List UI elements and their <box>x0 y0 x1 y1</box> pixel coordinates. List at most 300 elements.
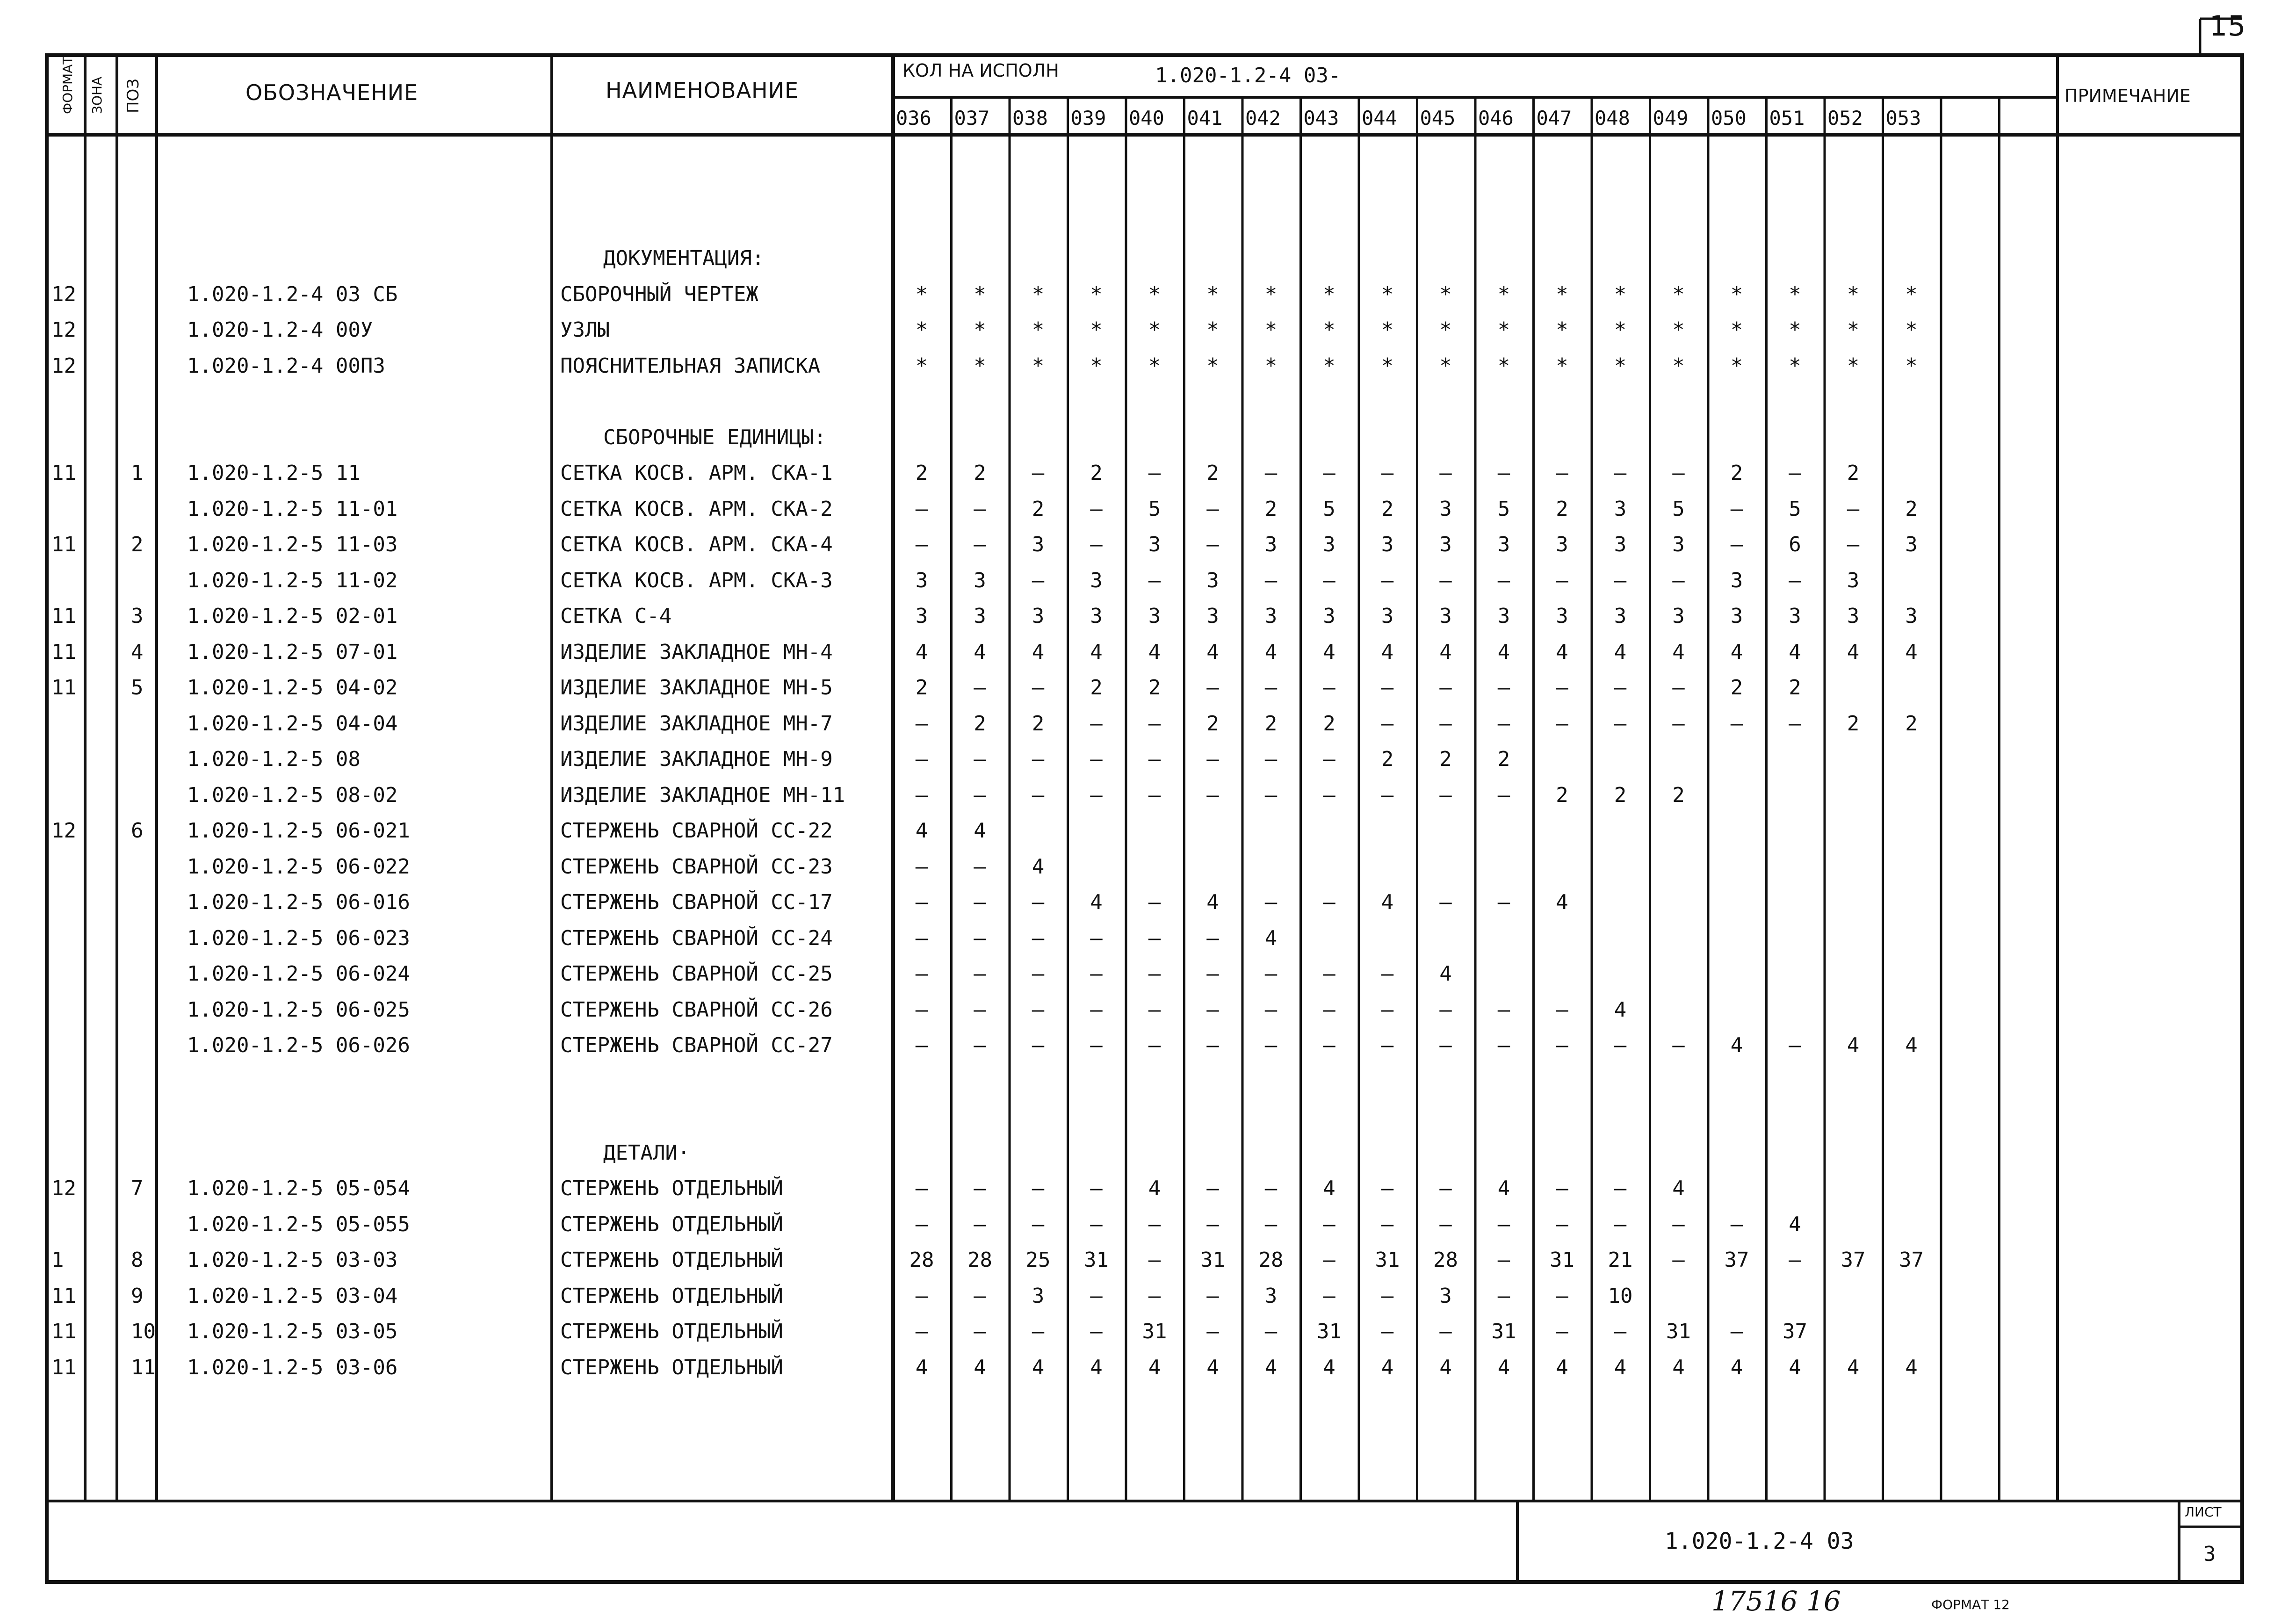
qty-cell-040: – <box>1148 711 1161 736</box>
qty-cell-042: – <box>1264 461 1278 485</box>
qty-cell-048: 21 <box>1608 1248 1633 1272</box>
qty-cell-051: – <box>1789 461 1801 485</box>
qty-cell-046: * <box>1497 354 1510 378</box>
qty-cell-050: – <box>1730 497 1743 521</box>
qty-cell-038: 3 <box>1032 604 1045 628</box>
qty-cell-041: – <box>1206 962 1219 986</box>
row-format: 12 <box>51 282 76 306</box>
qty-cell-047: – <box>1556 1320 1568 1343</box>
qty-cell-044: 2 <box>1381 747 1394 771</box>
row-designation: 1.020-1.2-5 05-055 <box>187 1212 410 1236</box>
qty-cell-040: 4 <box>1148 1176 1161 1200</box>
row-designation: 1.020-1.2-5 03-06 <box>187 1355 398 1379</box>
qty-cell-053: 3 <box>1905 604 1918 628</box>
qty-cell-044: – <box>1381 1033 1394 1057</box>
qty-cell-044: – <box>1381 783 1394 807</box>
qty-cell-047: 31 <box>1550 1248 1574 1272</box>
qty-cell-039: * <box>1090 318 1103 342</box>
qty-cell-051: * <box>1789 354 1801 378</box>
qty-cell-038: * <box>1032 282 1045 306</box>
qty-cell-049: 3 <box>1672 604 1685 628</box>
qty-cell-051: – <box>1789 1248 1801 1272</box>
qty-cell-049: * <box>1672 282 1685 306</box>
qty-cell-049: – <box>1672 676 1685 700</box>
qty-cell-045: 4 <box>1439 1355 1452 1379</box>
qty-cell-051: – <box>1789 711 1801 736</box>
qty-cell-042: 3 <box>1264 1284 1278 1308</box>
variant-header-047: 047 <box>1536 107 1572 130</box>
qty-cell-051: 4 <box>1789 1212 1801 1236</box>
qty-cell-049: 3 <box>1672 533 1685 556</box>
qty-cell-049: 5 <box>1672 497 1685 521</box>
variant-header-052: 052 <box>1827 107 1863 130</box>
qty-cell-041: 2 <box>1206 711 1219 736</box>
header-note: ПРИМЕЧАНИЕ <box>2064 86 2191 106</box>
qty-cell-047: 4 <box>1556 1355 1568 1379</box>
qty-cell-041: – <box>1206 1320 1219 1343</box>
qty-cell-044: 4 <box>1381 1355 1394 1379</box>
qty-cell-045: – <box>1439 568 1452 592</box>
qty-cell-038: 25 <box>1025 1248 1051 1272</box>
qty-cell-046: 4 <box>1497 640 1510 664</box>
qty-cell-043: 2 <box>1323 711 1335 736</box>
qty-cell-050: – <box>1730 1320 1743 1343</box>
header-name: НАИМЕНОВАНИЕ <box>606 78 799 103</box>
qty-cell-047: – <box>1556 1284 1568 1308</box>
qty-cell-038: 2 <box>1032 497 1045 521</box>
qty-cell-047: – <box>1556 1033 1568 1057</box>
qty-cell-046: 5 <box>1497 497 1510 521</box>
qty-cell-038: – <box>1032 783 1045 807</box>
qty-cell-044: * <box>1381 318 1394 342</box>
qty-cell-036: 4 <box>915 1355 928 1379</box>
header-pos: ПОЗ <box>124 78 143 114</box>
qty-cell-046: – <box>1497 783 1510 807</box>
qty-cell-047: * <box>1556 282 1568 306</box>
row-format: 12 <box>51 354 76 378</box>
qty-cell-041: – <box>1206 533 1219 556</box>
qty-cell-047: 4 <box>1556 640 1568 664</box>
variant-header-042: 042 <box>1245 107 1281 130</box>
qty-cell-037: * <box>974 318 986 342</box>
qty-cell-044: – <box>1381 711 1394 736</box>
qty-cell-041: 4 <box>1206 890 1219 914</box>
qty-cell-050: 4 <box>1730 640 1743 664</box>
qty-cell-042: – <box>1264 1176 1278 1200</box>
qty-cell-037: * <box>974 354 986 378</box>
qty-cell-043: 31 <box>1317 1320 1342 1343</box>
qty-cell-045: – <box>1439 711 1452 736</box>
qty-cell-038: – <box>1032 890 1045 914</box>
row-designation: 1.020-1.2-4 03 СБ <box>187 282 398 306</box>
qty-cell-046: – <box>1497 1033 1510 1057</box>
qty-cell-040: – <box>1148 890 1161 914</box>
row-pos: 5 <box>131 676 144 700</box>
qty-cell-052: 2 <box>1847 461 1860 485</box>
qty-cell-041: 2 <box>1206 461 1219 485</box>
row-name: СТЕРЖЕНЬ СВАРНОЙ СС-17 <box>560 890 833 914</box>
qty-cell-037: 4 <box>974 819 986 843</box>
qty-cell-048: – <box>1614 1033 1627 1057</box>
qty-cell-043: – <box>1323 568 1335 592</box>
qty-cell-049: 31 <box>1666 1320 1691 1343</box>
qty-cell-040: – <box>1148 568 1161 592</box>
qty-cell-038: – <box>1032 461 1045 485</box>
row-format: 12 <box>51 819 76 843</box>
row-format: 11 <box>51 1320 76 1343</box>
qty-cell-051: 3 <box>1789 604 1801 628</box>
qty-cell-037: 2 <box>974 461 986 485</box>
qty-cell-044: * <box>1381 354 1394 378</box>
qty-cell-040: * <box>1148 354 1161 378</box>
qty-cell-048: 3 <box>1614 604 1627 628</box>
qty-cell-047: 2 <box>1556 783 1568 807</box>
row-format: 12 <box>51 1176 76 1200</box>
qty-cell-044: * <box>1381 282 1394 306</box>
row-name: ПОЯСНИТЕЛЬНАЯ ЗАПИСКА <box>560 354 821 378</box>
qty-cell-036: – <box>915 926 928 950</box>
qty-cell-044: – <box>1381 1176 1394 1200</box>
qty-cell-049: – <box>1672 1248 1685 1272</box>
qty-cell-047: 4 <box>1556 890 1568 914</box>
qty-cell-040: – <box>1148 926 1161 950</box>
qty-cell-037: – <box>974 676 986 700</box>
qty-cell-043: 4 <box>1323 1176 1335 1200</box>
qty-cell-043: 3 <box>1323 533 1335 556</box>
row-name: СТЕРЖЕНЬ ОТДЕЛЬНЫЙ <box>560 1248 783 1272</box>
qty-cell-049: – <box>1672 711 1685 736</box>
variant-header-039: 039 <box>1070 107 1106 130</box>
qty-cell-038: 4 <box>1032 640 1045 664</box>
qty-cell-048: – <box>1614 568 1627 592</box>
qty-cell-040: * <box>1148 282 1161 306</box>
qty-cell-048: 4 <box>1614 997 1627 1022</box>
qty-cell-045: 3 <box>1439 497 1452 521</box>
row-designation: 1.020-1.2-5 11-01 <box>187 497 398 521</box>
qty-cell-038: – <box>1032 676 1045 700</box>
qty-cell-050: – <box>1730 1212 1743 1236</box>
row-designation: 1.020-1.2-5 06-016 <box>187 890 410 914</box>
row-designation: 1.020-1.2-5 05-054 <box>187 1176 410 1200</box>
qty-cell-046: – <box>1497 997 1510 1022</box>
qty-cell-036: 3 <box>915 568 928 592</box>
qty-cell-039: 4 <box>1090 890 1103 914</box>
row-designation: 1.020-1.2-5 07-01 <box>187 640 398 664</box>
qty-cell-043: – <box>1323 1284 1335 1308</box>
qty-cell-042: – <box>1264 676 1278 700</box>
qty-cell-036: – <box>915 533 928 556</box>
variant-header-043: 043 <box>1303 107 1339 130</box>
qty-cell-042: – <box>1264 997 1278 1022</box>
qty-cell-041: – <box>1206 676 1219 700</box>
qty-cell-050: 2 <box>1730 461 1743 485</box>
qty-cell-046: 4 <box>1497 1176 1510 1200</box>
row-designation: 1.020-1.2-5 03-03 <box>187 1248 398 1272</box>
qty-cell-049: * <box>1672 354 1685 378</box>
footer-sheet-value: 3 <box>2203 1542 2216 1566</box>
qty-cell-051: 2 <box>1789 676 1801 700</box>
variant-header-051: 051 <box>1769 107 1805 130</box>
qty-cell-047: – <box>1556 676 1568 700</box>
qty-cell-039: 2 <box>1090 461 1103 485</box>
row-designation: 1.020-1.2-4 00У <box>187 318 373 342</box>
qty-cell-038: * <box>1032 354 1045 378</box>
qty-cell-038: – <box>1032 1033 1045 1057</box>
qty-cell-037: – <box>974 926 986 950</box>
qty-cell-050: 4 <box>1730 1033 1743 1057</box>
qty-cell-047: * <box>1556 354 1568 378</box>
qty-cell-050: – <box>1730 711 1743 736</box>
qty-cell-037: 28 <box>967 1248 992 1272</box>
qty-cell-037: – <box>974 1176 986 1200</box>
footer-document-code: 1.020-1.2-4 03 <box>1665 1528 1854 1554</box>
qty-cell-043: * <box>1323 282 1335 306</box>
qty-cell-044: – <box>1381 1320 1394 1343</box>
qty-cell-043: 4 <box>1323 640 1335 664</box>
qty-cell-042: – <box>1264 568 1278 592</box>
qty-cell-048: – <box>1614 1176 1627 1200</box>
qty-cell-037: – <box>974 783 986 807</box>
row-pos: 11 <box>131 1355 156 1379</box>
qty-cell-039: – <box>1090 1176 1103 1200</box>
qty-cell-051: * <box>1789 282 1801 306</box>
qty-cell-039: – <box>1090 1033 1103 1057</box>
qty-cell-043: – <box>1323 783 1335 807</box>
qty-cell-036: – <box>915 1212 928 1236</box>
row-pos: 10 <box>131 1320 156 1343</box>
qty-cell-049: – <box>1672 1212 1685 1236</box>
qty-cell-046: – <box>1497 1212 1510 1236</box>
header-qty-base: 1.020-1.2-4 03- <box>1155 64 1341 87</box>
header-qty-label: КОЛ НА ИСПОЛН <box>902 60 1059 81</box>
row-format: 11 <box>51 533 76 556</box>
qty-cell-040: – <box>1148 747 1161 771</box>
qty-cell-047: 3 <box>1556 533 1568 556</box>
row-format: 12 <box>51 318 76 342</box>
qty-cell-043: 3 <box>1323 604 1335 628</box>
qty-cell-041: – <box>1206 1284 1219 1308</box>
qty-cell-041: – <box>1206 1176 1219 1200</box>
qty-cell-052: * <box>1847 318 1860 342</box>
qty-cell-042: 2 <box>1264 497 1278 521</box>
qty-cell-052: * <box>1847 354 1860 378</box>
row-designation: 1.020-1.2-5 06-022 <box>187 854 410 879</box>
row-name: СТЕРЖЕНЬ ОТДЕЛЬНЫЙ <box>560 1176 783 1200</box>
qty-cell-045: * <box>1439 354 1452 378</box>
qty-cell-036: – <box>915 890 928 914</box>
row-designation: 1.020-1.2-5 08 <box>187 747 361 771</box>
qty-cell-039: – <box>1090 747 1103 771</box>
row-name: СТЕРЖЕНЬ ОТДЕЛЬНЫЙ <box>560 1320 783 1343</box>
row-designation: 1.020-1.2-5 08-02 <box>187 783 398 807</box>
qty-cell-053: 4 <box>1905 640 1918 664</box>
row-pos: 4 <box>131 640 144 664</box>
qty-cell-041: 3 <box>1206 604 1219 628</box>
qty-cell-051: – <box>1789 568 1801 592</box>
qty-cell-048: – <box>1614 461 1627 485</box>
qty-cell-036: – <box>915 997 928 1022</box>
qty-cell-045: – <box>1439 1320 1452 1343</box>
row-name: СТЕРЖЕНЬ СВАРНОЙ СС-26 <box>560 997 833 1022</box>
qty-cell-047: – <box>1556 568 1568 592</box>
qty-cell-047: 3 <box>1556 604 1568 628</box>
qty-cell-049: 4 <box>1672 1176 1685 1200</box>
qty-cell-045: – <box>1439 890 1452 914</box>
qty-cell-038: – <box>1032 962 1045 986</box>
qty-cell-041: 3 <box>1206 568 1219 592</box>
qty-cell-047: * <box>1556 318 1568 342</box>
qty-cell-053: * <box>1905 318 1918 342</box>
row-name: СЕТКА КОСВ. АРМ. СКА-2 <box>560 497 833 521</box>
qty-cell-045: 4 <box>1439 640 1452 664</box>
variant-header-046: 046 <box>1478 107 1514 130</box>
qty-cell-050: * <box>1730 282 1743 306</box>
row-format: 1 <box>51 1248 64 1272</box>
qty-cell-052: 37 <box>1841 1248 1866 1272</box>
qty-cell-039: 4 <box>1090 1355 1103 1379</box>
row-name: ИЗДЕЛИЕ ЗАКЛАДНОЕ МН-9 <box>560 747 833 771</box>
qty-cell-042: 4 <box>1264 1355 1278 1379</box>
qty-cell-042: 3 <box>1264 533 1278 556</box>
header-format: ФОРМАТ <box>60 56 75 114</box>
qty-cell-048: 3 <box>1614 497 1627 521</box>
qty-cell-036: – <box>915 1320 928 1343</box>
qty-cell-040: – <box>1148 1212 1161 1236</box>
qty-cell-049: * <box>1672 318 1685 342</box>
qty-cell-044: – <box>1381 997 1394 1022</box>
qty-cell-048: 3 <box>1614 533 1627 556</box>
qty-cell-044: – <box>1381 962 1394 986</box>
row-pos: 3 <box>131 604 144 628</box>
qty-cell-041: – <box>1206 997 1219 1022</box>
variant-header-050: 050 <box>1711 107 1747 130</box>
qty-cell-043: 5 <box>1323 497 1335 521</box>
qty-cell-046: * <box>1497 318 1510 342</box>
variant-header-037: 037 <box>954 107 990 130</box>
row-name: СТЕРЖЕНЬ СВАРНОЙ СС-27 <box>560 1033 833 1057</box>
qty-cell-040: – <box>1148 783 1161 807</box>
qty-cell-040: – <box>1148 962 1161 986</box>
row-name: СЕТКА КОСВ. АРМ. СКА-3 <box>560 568 833 592</box>
qty-cell-042: – <box>1264 890 1278 914</box>
qty-cell-043: * <box>1323 354 1335 378</box>
row-designation: 1.020-1.2-5 11 <box>187 461 361 485</box>
variant-header-041: 041 <box>1187 107 1223 130</box>
qty-cell-048: 4 <box>1614 1355 1627 1379</box>
qty-cell-041: – <box>1206 926 1219 950</box>
variant-header-044: 044 <box>1362 107 1397 130</box>
footer-handwritten-number: 17516 16 <box>1711 1585 1841 1617</box>
qty-cell-044: 3 <box>1381 533 1394 556</box>
row-designation: 1.020-1.2-5 03-05 <box>187 1320 398 1343</box>
qty-cell-043: – <box>1323 676 1335 700</box>
qty-cell-053: 37 <box>1899 1248 1924 1272</box>
qty-cell-051: 5 <box>1789 497 1801 521</box>
qty-cell-040: * <box>1148 318 1161 342</box>
qty-cell-045: * <box>1439 318 1452 342</box>
qty-cell-050: 37 <box>1724 1248 1749 1272</box>
row-format: 11 <box>51 1284 76 1308</box>
qty-cell-045: – <box>1439 676 1452 700</box>
qty-cell-048: – <box>1614 711 1627 736</box>
qty-cell-039: * <box>1090 282 1103 306</box>
qty-cell-042: – <box>1264 747 1278 771</box>
qty-cell-049: – <box>1672 568 1685 592</box>
header-zone: ЗОНА <box>89 76 105 114</box>
qty-cell-041: – <box>1206 1033 1219 1057</box>
row-pos: 1 <box>131 461 144 485</box>
qty-cell-051: 4 <box>1789 1355 1801 1379</box>
qty-cell-046: 3 <box>1497 604 1510 628</box>
qty-cell-042: 28 <box>1258 1248 1284 1272</box>
qty-cell-046: – <box>1497 1284 1510 1308</box>
variant-header-049: 049 <box>1653 107 1689 130</box>
qty-cell-036: – <box>915 962 928 986</box>
qty-cell-052: 4 <box>1847 640 1860 664</box>
qty-cell-051: 4 <box>1789 640 1801 664</box>
qty-cell-046: – <box>1497 568 1510 592</box>
qty-cell-045: – <box>1439 1176 1452 1200</box>
row-name: СТЕРЖЕНЬ СВАРНОЙ СС-23 <box>560 854 833 879</box>
qty-cell-039: – <box>1090 997 1103 1022</box>
qty-cell-047: 2 <box>1556 497 1568 521</box>
qty-cell-042: – <box>1264 1212 1278 1236</box>
qty-cell-043: – <box>1323 461 1335 485</box>
qty-cell-043: – <box>1323 962 1335 986</box>
qty-cell-053: 4 <box>1905 1355 1918 1379</box>
qty-cell-039: – <box>1090 497 1103 521</box>
qty-cell-047: – <box>1556 1176 1568 1200</box>
qty-cell-050: * <box>1730 354 1743 378</box>
qty-cell-045: 3 <box>1439 1284 1452 1308</box>
footer-sheet-label: ЛИСТ <box>2185 1504 2222 1520</box>
qty-cell-044: 2 <box>1381 497 1394 521</box>
qty-cell-051: 6 <box>1789 533 1801 556</box>
qty-cell-040: – <box>1148 1033 1161 1057</box>
row-name: ИЗДЕЛИЕ ЗАКЛАДНОЕ МН-5 <box>560 676 833 700</box>
qty-cell-046: – <box>1497 890 1510 914</box>
qty-cell-047: – <box>1556 461 1568 485</box>
qty-cell-052: – <box>1847 497 1860 521</box>
qty-cell-041: 31 <box>1200 1248 1225 1272</box>
qty-cell-036: – <box>915 711 928 736</box>
qty-cell-041: – <box>1206 497 1219 521</box>
qty-cell-040: 5 <box>1148 497 1161 521</box>
qty-cell-047: – <box>1556 711 1568 736</box>
qty-cell-040: 4 <box>1148 1355 1161 1379</box>
qty-cell-037: 4 <box>974 1355 986 1379</box>
qty-cell-046: – <box>1497 676 1510 700</box>
qty-cell-039: – <box>1090 1284 1103 1308</box>
row-name: СТЕРЖЕНЬ ОТДЕЛЬНЫЙ <box>560 1212 783 1236</box>
qty-cell-038: 3 <box>1032 1284 1045 1308</box>
qty-cell-046: – <box>1497 1248 1510 1272</box>
qty-cell-052: * <box>1847 282 1860 306</box>
qty-cell-042: 4 <box>1264 640 1278 664</box>
qty-cell-044: 4 <box>1381 640 1394 664</box>
row-format: 11 <box>51 1355 76 1379</box>
row-format: 11 <box>51 640 76 664</box>
qty-cell-042: * <box>1264 318 1278 342</box>
qty-cell-051: * <box>1789 318 1801 342</box>
row-designation: 1.020-1.2-5 06-023 <box>187 926 410 950</box>
qty-cell-045: * <box>1439 282 1452 306</box>
row-pos: 7 <box>131 1176 144 1200</box>
qty-cell-040: – <box>1148 461 1161 485</box>
qty-cell-051: – <box>1789 1033 1801 1057</box>
qty-cell-037: – <box>974 890 986 914</box>
qty-cell-039: 3 <box>1090 568 1103 592</box>
